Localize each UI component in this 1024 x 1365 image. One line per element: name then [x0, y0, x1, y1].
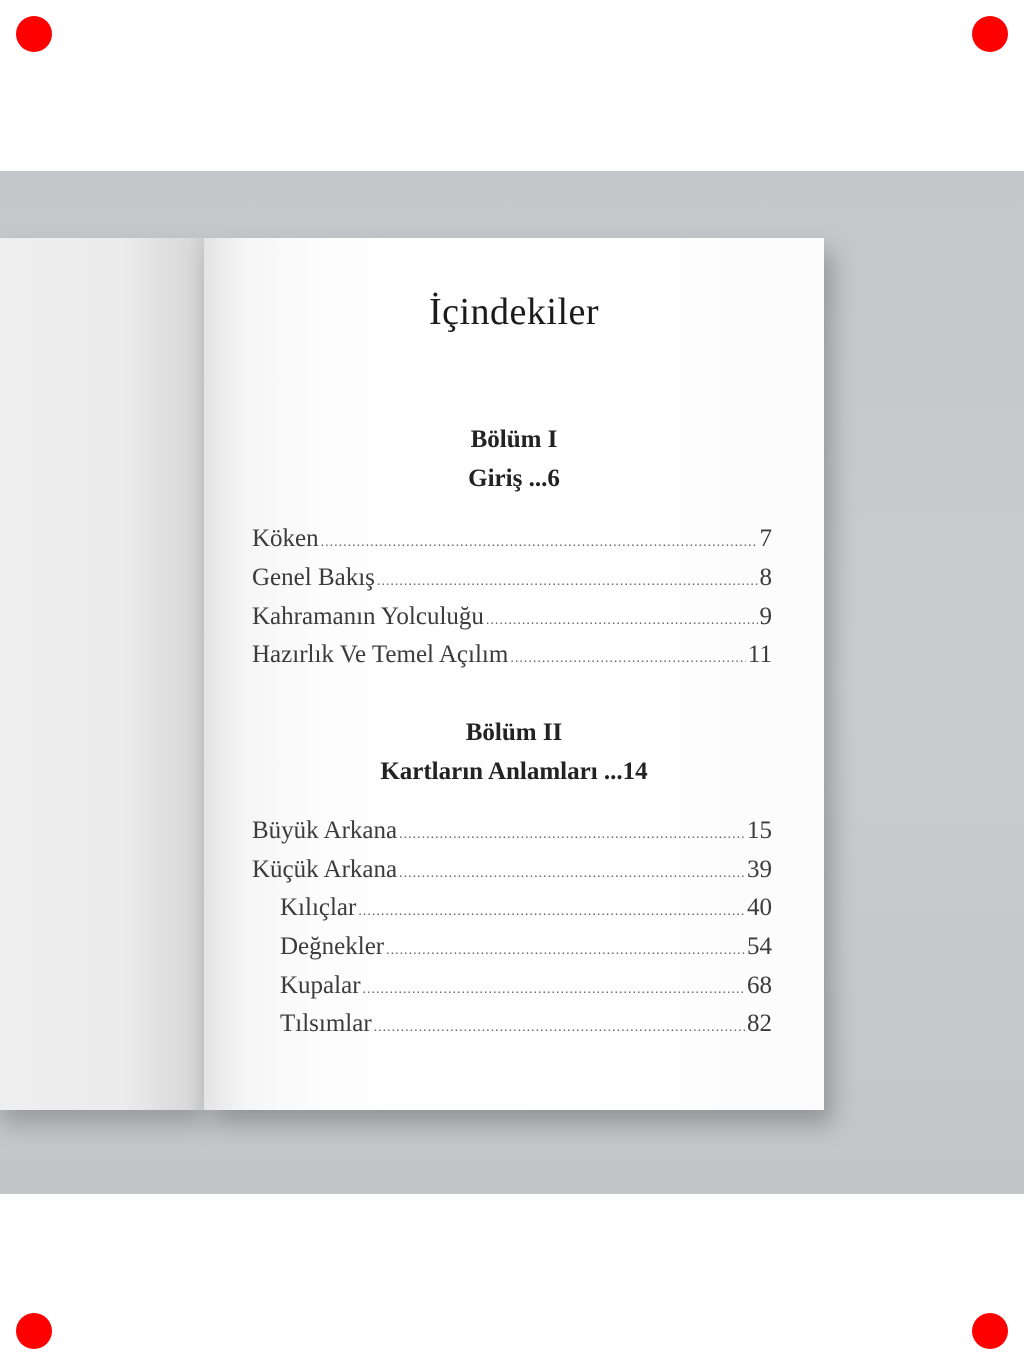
toc-entry	[252, 521, 772, 557]
toc-entry-label: Köken	[252, 525, 319, 552]
toc-entry-page: 82	[747, 1010, 772, 1037]
dot-leader	[486, 603, 758, 639]
toc-subentry	[280, 968, 772, 1004]
corner-marker-top-left	[16, 16, 52, 52]
toc-entry	[252, 560, 772, 596]
toc-entry-label: Tılsımlar	[280, 1010, 372, 1037]
toc-entry-page: 11	[747, 641, 772, 668]
toc-entry-page: 68	[747, 972, 772, 999]
toc-subentry	[280, 1006, 772, 1042]
toc-entry-page: 39	[747, 856, 772, 883]
toc-entry-page: 9	[759, 603, 772, 630]
toc-entry-label: Kupalar	[280, 972, 361, 999]
toc-entry-label: Genel Bakış	[252, 564, 375, 591]
dot-leader	[363, 972, 745, 1008]
section-subheading: Kartların Anlamları ...14	[380, 758, 648, 785]
section-heading: Bölüm II	[465, 719, 563, 746]
toc-subentry	[280, 929, 772, 965]
dot-leader	[510, 641, 746, 677]
toc-entry-page: 8	[759, 564, 772, 591]
section-heading: Bölüm I	[470, 426, 558, 453]
toc-entry-label: Hazırlık Ve Temel Açılım	[252, 641, 509, 668]
toc-entry-page: 40	[747, 894, 772, 921]
toc-entry-page: 15	[747, 817, 772, 844]
toc-entry	[252, 637, 772, 673]
toc-title: İçindekiler	[428, 291, 600, 333]
toc-entry	[252, 599, 772, 635]
corner-marker-bottom-right	[972, 1313, 1008, 1349]
toc-entry-page: 54	[747, 933, 772, 960]
toc-entry-label: Kılıçlar	[280, 894, 357, 921]
toc-entry-label: Küçük Arkana	[252, 856, 398, 883]
toc-entry	[252, 813, 772, 849]
dot-leader	[377, 564, 758, 600]
toc-entry-page: 7	[759, 525, 772, 552]
corner-marker-top-right	[972, 16, 1008, 52]
toc-entry-label: Büyük Arkana	[252, 817, 398, 844]
toc-subentry	[280, 890, 772, 926]
dot-leader	[321, 525, 758, 561]
dot-leader	[399, 856, 745, 892]
toc-entry	[252, 852, 772, 888]
dot-leader	[374, 1010, 745, 1046]
book-photo	[0, 171, 1024, 1194]
corner-marker-bottom-left	[16, 1313, 52, 1349]
dot-leader	[386, 933, 745, 969]
section-subheading: Giriş ...6	[468, 465, 560, 492]
toc-entry-label: Değnekler	[280, 933, 385, 960]
dot-leader	[358, 894, 745, 930]
table-of-contents-page	[204, 238, 824, 1110]
toc-entry-label: Kahramanın Yolculuğu	[252, 603, 484, 630]
dot-leader	[399, 817, 745, 853]
left-book-page	[0, 238, 204, 1110]
